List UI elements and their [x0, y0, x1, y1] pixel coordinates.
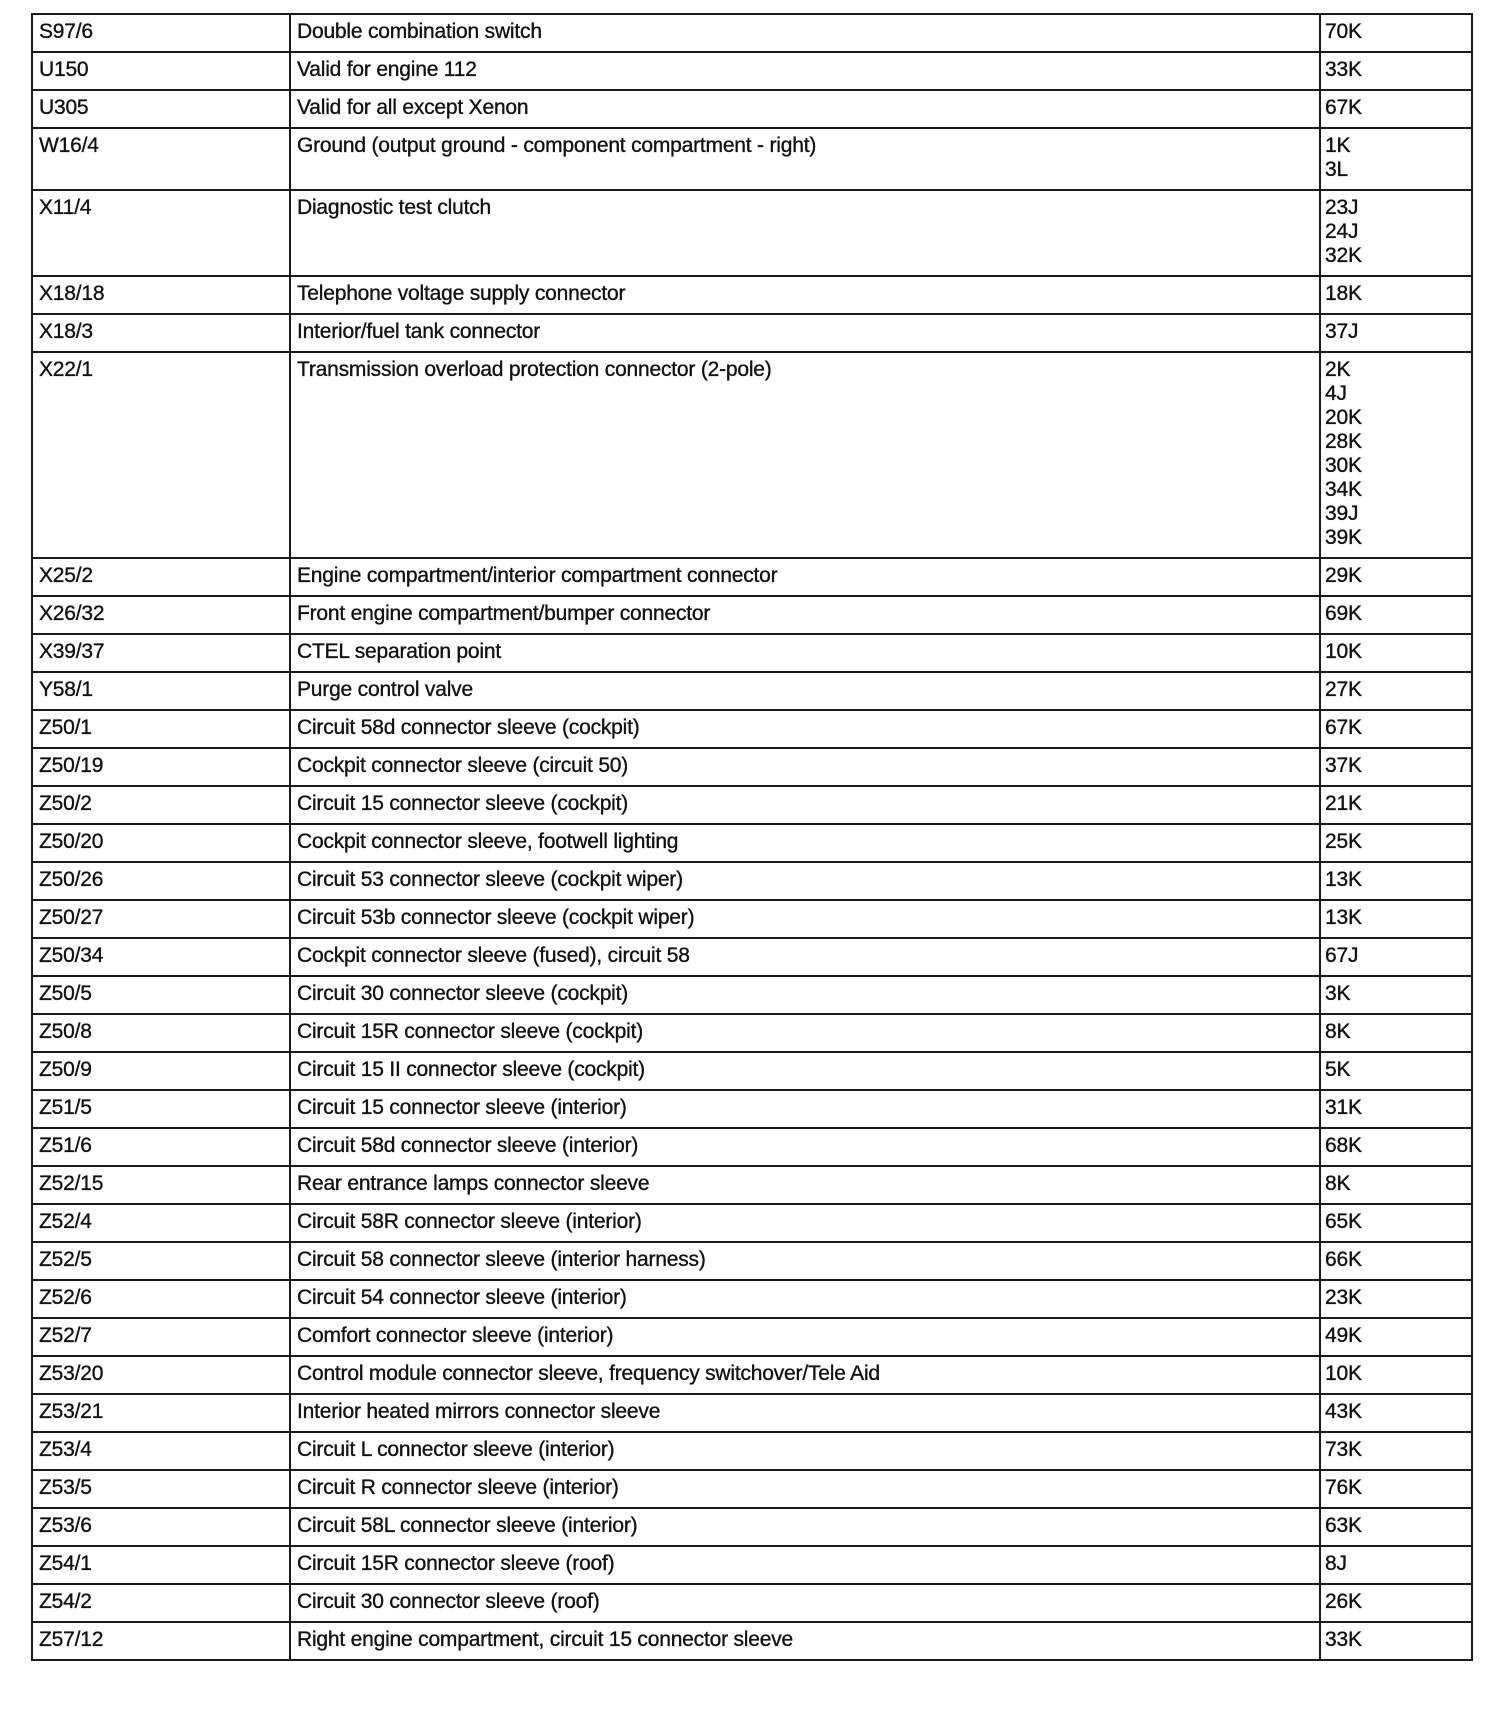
- component-description: Rear entrance lamps connector sleeve: [290, 1166, 1320, 1204]
- table-row: [32, 710, 1472, 748]
- grid-reference: 65K: [1325, 1210, 1362, 1233]
- grid-reference-cell: [1320, 1318, 1472, 1356]
- grid-reference-cell: [1320, 1052, 1472, 1090]
- grid-reference: 37J: [1325, 320, 1359, 343]
- grid-reference-cell: [1320, 1356, 1472, 1394]
- component-description: Interior heated mirrors connector sleeve: [290, 1394, 1320, 1432]
- component-description: Circuit 53 connector sleeve (cockpit wiper): [290, 862, 1320, 900]
- table-row: [32, 128, 1472, 190]
- grid-reference-cell: [1320, 1508, 1472, 1546]
- component-description: Circuit R connector sleeve (interior): [290, 1470, 1320, 1508]
- component-description: Double combination switch: [290, 14, 1320, 52]
- component-code: U150: [32, 52, 290, 90]
- table-row: [32, 1432, 1472, 1470]
- component-description: Telephone voltage supply connector: [290, 276, 1320, 314]
- table-row: [32, 1470, 1472, 1508]
- grid-reference: 18K: [1325, 282, 1362, 305]
- grid-reference-cell: [1320, 90, 1472, 128]
- component-code: X18/3: [32, 314, 290, 352]
- grid-reference: 13K: [1325, 868, 1362, 891]
- grid-reference-cell: [1320, 1546, 1472, 1584]
- table-row: [32, 276, 1472, 314]
- grid-reference: 2K: [1325, 358, 1351, 381]
- component-code: X39/37: [32, 634, 290, 672]
- grid-reference-cell: [1320, 1470, 1472, 1508]
- grid-reference-cell: [1320, 596, 1472, 634]
- table-row: [32, 976, 1472, 1014]
- component-code: Z50/9: [32, 1052, 290, 1090]
- component-code: Z53/4: [32, 1432, 290, 1470]
- component-code: Y58/1: [32, 672, 290, 710]
- table-row: [32, 634, 1472, 672]
- grid-reference-cell: [1320, 52, 1472, 90]
- grid-reference-cell: [1320, 276, 1472, 314]
- component-description: Circuit 54 connector sleeve (interior): [290, 1280, 1320, 1318]
- grid-reference: 8J: [1325, 1552, 1347, 1575]
- table-row: [32, 1052, 1472, 1090]
- grid-reference-cell: [1320, 1128, 1472, 1166]
- grid-reference: 30K: [1325, 454, 1362, 477]
- component-code: Z50/26: [32, 862, 290, 900]
- grid-reference-cell: [1320, 976, 1472, 1014]
- grid-reference: 69K: [1325, 602, 1362, 625]
- component-code: Z50/1: [32, 710, 290, 748]
- grid-reference-cell: [1320, 672, 1472, 710]
- component-description: Circuit 58d connector sleeve (cockpit): [290, 710, 1320, 748]
- table-row: [32, 1128, 1472, 1166]
- component-code: X18/18: [32, 276, 290, 314]
- grid-reference-cell: [1320, 862, 1472, 900]
- grid-reference: 25K: [1325, 830, 1362, 853]
- component-description: Circuit 53b connector sleeve (cockpit wiper): [290, 900, 1320, 938]
- table-row: [32, 1204, 1472, 1242]
- grid-reference: 10K: [1325, 640, 1362, 663]
- component-description: Valid for engine 112: [290, 52, 1320, 90]
- table-row: [32, 14, 1472, 52]
- component-code: Z52/15: [32, 1166, 290, 1204]
- component-code: Z53/21: [32, 1394, 290, 1432]
- grid-reference-cell: [1320, 352, 1472, 558]
- component-description: Circuit 58 connector sleeve (interior harness): [290, 1242, 1320, 1280]
- grid-reference: 32K: [1325, 244, 1362, 267]
- component-code: W16/4: [32, 128, 290, 190]
- component-code: Z50/8: [32, 1014, 290, 1052]
- grid-reference-cell: [1320, 1622, 1472, 1660]
- component-code: X26/32: [32, 596, 290, 634]
- grid-reference: 24J: [1325, 220, 1359, 243]
- component-description: Circuit 15 connector sleeve (interior): [290, 1090, 1320, 1128]
- component-code: Z53/6: [32, 1508, 290, 1546]
- component-description: Circuit 58d connector sleeve (interior): [290, 1128, 1320, 1166]
- table-row: [32, 1622, 1472, 1660]
- component-code: Z54/1: [32, 1546, 290, 1584]
- table-row: [32, 90, 1472, 128]
- component-code: X11/4: [32, 190, 290, 276]
- component-description: Purge control valve: [290, 672, 1320, 710]
- table-row: [32, 314, 1472, 352]
- grid-reference: 68K: [1325, 1134, 1362, 1157]
- grid-reference: 39K: [1325, 526, 1362, 549]
- component-code: U305: [32, 90, 290, 128]
- component-code: Z54/2: [32, 1584, 290, 1622]
- grid-reference: 67K: [1325, 716, 1362, 739]
- grid-reference: 73K: [1325, 1438, 1362, 1461]
- component-code: Z51/6: [32, 1128, 290, 1166]
- component-description: Diagnostic test clutch: [290, 190, 1320, 276]
- component-code: Z50/27: [32, 900, 290, 938]
- grid-reference: 23J: [1325, 196, 1359, 219]
- grid-reference-cell: [1320, 1204, 1472, 1242]
- component-description: Control module connector sleeve, frequency switchover/Tele Aid: [290, 1356, 1320, 1394]
- component-description: Circuit 30 connector sleeve (roof): [290, 1584, 1320, 1622]
- grid-reference: 28K: [1325, 430, 1362, 453]
- grid-reference: 34K: [1325, 478, 1362, 501]
- grid-reference: 31K: [1325, 1096, 1362, 1119]
- grid-reference: 67J: [1325, 944, 1359, 967]
- table-row: [32, 786, 1472, 824]
- grid-reference-cell: [1320, 938, 1472, 976]
- component-code: Z50/34: [32, 938, 290, 976]
- component-description: Circuit 58L connector sleeve (interior): [290, 1508, 1320, 1546]
- table-row: [32, 1394, 1472, 1432]
- grid-reference: 37K: [1325, 754, 1362, 777]
- grid-reference-cell: [1320, 1166, 1472, 1204]
- grid-reference-cell: [1320, 1014, 1472, 1052]
- table-row: [32, 1280, 1472, 1318]
- component-description: Circuit L connector sleeve (interior): [290, 1432, 1320, 1470]
- component-code: Z52/5: [32, 1242, 290, 1280]
- component-description: Comfort connector sleeve (interior): [290, 1318, 1320, 1356]
- component-code: S97/6: [32, 14, 290, 52]
- grid-reference: 1K: [1325, 134, 1351, 157]
- component-code: Z51/5: [32, 1090, 290, 1128]
- grid-reference-cell: [1320, 190, 1472, 276]
- grid-reference-cell: [1320, 786, 1472, 824]
- component-description: Front engine compartment/bumper connector: [290, 596, 1320, 634]
- component-description: Circuit 30 connector sleeve (cockpit): [290, 976, 1320, 1014]
- component-description: CTEL separation point: [290, 634, 1320, 672]
- component-description: Circuit 15R connector sleeve (roof): [290, 1546, 1320, 1584]
- table-row: [32, 748, 1472, 786]
- component-code: Z52/4: [32, 1204, 290, 1242]
- grid-reference: 8K: [1325, 1172, 1351, 1195]
- component-description: Transmission overload protection connector (2-pole): [290, 352, 1320, 558]
- component-description: Circuit 15 connector sleeve (cockpit): [290, 786, 1320, 824]
- grid-reference-cell: [1320, 1280, 1472, 1318]
- component-code: X25/2: [32, 558, 290, 596]
- grid-reference-cell: [1320, 1584, 1472, 1622]
- grid-reference-cell: [1320, 1432, 1472, 1470]
- component-code: Z50/19: [32, 748, 290, 786]
- grid-reference: 26K: [1325, 1590, 1362, 1613]
- table-row: [32, 1318, 1472, 1356]
- component-description: Interior/fuel tank connector: [290, 314, 1320, 352]
- grid-reference: 29K: [1325, 564, 1362, 587]
- table-row: [32, 1166, 1472, 1204]
- grid-reference: 76K: [1325, 1476, 1362, 1499]
- table-row: [32, 862, 1472, 900]
- grid-reference: 67K: [1325, 96, 1362, 119]
- component-description: Circuit 15R connector sleeve (cockpit): [290, 1014, 1320, 1052]
- grid-reference-cell: [1320, 710, 1472, 748]
- grid-reference: 63K: [1325, 1514, 1362, 1537]
- component-code: Z50/2: [32, 786, 290, 824]
- grid-reference-cell: [1320, 824, 1472, 862]
- component-description: Ground (output ground - component compartment - right): [290, 128, 1320, 190]
- component-description: Cockpit connector sleeve (fused), circuit 58: [290, 938, 1320, 976]
- grid-reference: 33K: [1325, 1628, 1362, 1651]
- table-body: [32, 14, 1472, 1660]
- grid-reference-cell: [1320, 900, 1472, 938]
- grid-reference: 23K: [1325, 1286, 1362, 1309]
- grid-reference: 33K: [1325, 58, 1362, 81]
- table-row: [32, 352, 1472, 558]
- table-row: [32, 1584, 1472, 1622]
- grid-reference-cell: [1320, 1242, 1472, 1280]
- grid-reference: 39J: [1325, 502, 1359, 525]
- component-code: Z57/12: [32, 1622, 290, 1660]
- grid-reference: 3L: [1325, 158, 1348, 181]
- component-description: Valid for all except Xenon: [290, 90, 1320, 128]
- grid-reference-cell: [1320, 14, 1472, 52]
- component-code: Z52/6: [32, 1280, 290, 1318]
- table-row: [32, 596, 1472, 634]
- grid-reference: 49K: [1325, 1324, 1362, 1347]
- component-code: Z50/20: [32, 824, 290, 862]
- component-description: Engine compartment/interior compartment connector: [290, 558, 1320, 596]
- component-description: Right engine compartment, circuit 15 connector sleeve: [290, 1622, 1320, 1660]
- grid-reference: 20K: [1325, 406, 1362, 429]
- grid-reference: 21K: [1325, 792, 1362, 815]
- table-row: [32, 558, 1472, 596]
- table-row: [32, 1090, 1472, 1128]
- component-description: Cockpit connector sleeve, footwell lighting: [290, 824, 1320, 862]
- grid-reference: 66K: [1325, 1248, 1362, 1271]
- grid-reference: 70K: [1325, 20, 1362, 43]
- table-row: [32, 1546, 1472, 1584]
- table-row: [32, 1508, 1472, 1546]
- table-row: [32, 52, 1472, 90]
- grid-reference-cell: [1320, 1090, 1472, 1128]
- component-description: Cockpit connector sleeve (circuit 50): [290, 748, 1320, 786]
- component-description: Circuit 15 II connector sleeve (cockpit): [290, 1052, 1320, 1090]
- table-row: [32, 900, 1472, 938]
- grid-reference: 27K: [1325, 678, 1362, 701]
- component-code: X22/1: [32, 352, 290, 558]
- grid-reference-cell: [1320, 1394, 1472, 1432]
- component-code: Z53/20: [32, 1356, 290, 1394]
- component-code: Z53/5: [32, 1470, 290, 1508]
- grid-reference-cell: [1320, 128, 1472, 190]
- component-code: Z50/5: [32, 976, 290, 1014]
- grid-reference: 43K: [1325, 1400, 1362, 1423]
- grid-reference-cell: [1320, 314, 1472, 352]
- table-row: [32, 1356, 1472, 1394]
- component-code: Z52/7: [32, 1318, 290, 1356]
- table-row: [32, 1014, 1472, 1052]
- grid-reference: 10K: [1325, 1362, 1362, 1385]
- table-row: [32, 672, 1472, 710]
- grid-reference-cell: [1320, 748, 1472, 786]
- table-row: [32, 1242, 1472, 1280]
- component-index-table: [31, 13, 1473, 1661]
- grid-reference: 5K: [1325, 1058, 1351, 1081]
- grid-reference-cell: [1320, 558, 1472, 596]
- grid-reference: 13K: [1325, 906, 1362, 929]
- table-row: [32, 190, 1472, 276]
- table-row: [32, 938, 1472, 976]
- grid-reference: 8K: [1325, 1020, 1351, 1043]
- grid-reference-cell: [1320, 634, 1472, 672]
- grid-reference: 4J: [1325, 382, 1347, 405]
- grid-reference: 3K: [1325, 982, 1351, 1005]
- table-row: [32, 824, 1472, 862]
- component-description: Circuit 58R connector sleeve (interior): [290, 1204, 1320, 1242]
